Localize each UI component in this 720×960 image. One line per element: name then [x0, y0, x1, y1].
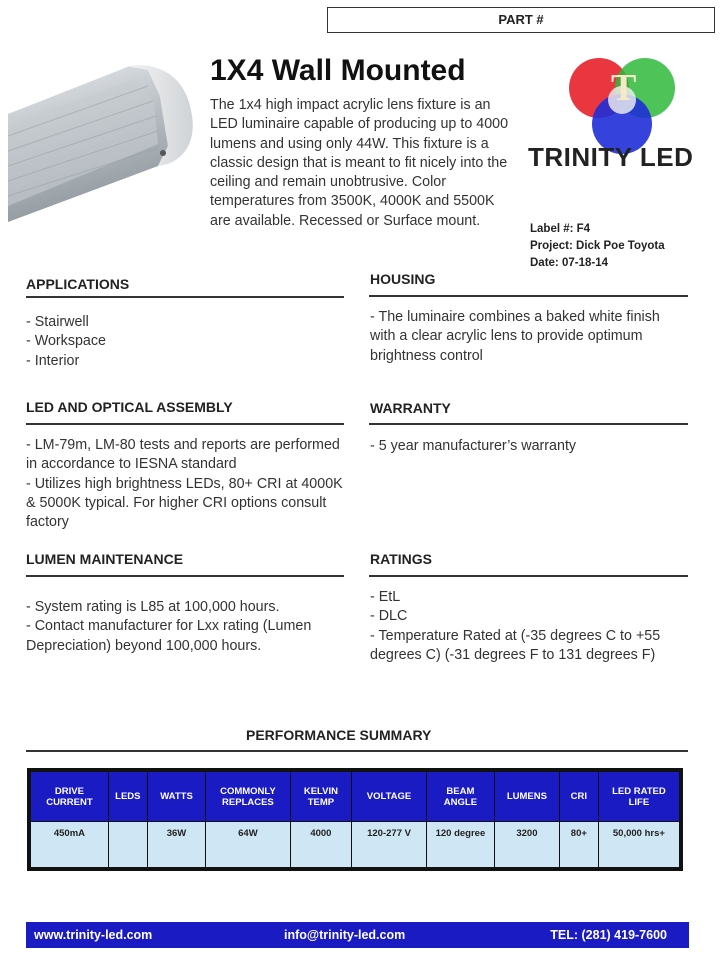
- warranty-text: [370, 437, 680, 456]
- column-header: VOLTAGE: [352, 772, 427, 822]
- logo-letter: T: [611, 67, 637, 109]
- lumen-maintenance-heading: LUMEN MAINTENANCE: [26, 551, 184, 567]
- performance-summary-heading: PERFORMANCE SUMMARY: [246, 727, 432, 743]
- product-description: The 1x4 high impact acrylic lens fixture is an LED luminaire capable of producing up to 4000 lumens and using only 44W. This fixture is a classic design that is meant to fit nicely into the ceiling and remain unobtrusive. Color temperatures from 3500K, 4000K and 5500K are available. Recessed or Surface mount.: [210, 97, 509, 229]
- footer-bar: [26, 922, 689, 948]
- column-header: LEDS: [108, 772, 147, 822]
- list-item: - DLC: [370, 608, 408, 625]
- footer-phone: TEL: (281) 419-7600: [550, 928, 667, 942]
- ratings-heading: RATINGS: [370, 551, 432, 567]
- list-item: - Interior: [26, 352, 80, 369]
- table-header-row: [31, 772, 680, 822]
- led-assembly-heading: LED AND OPTICAL ASSEMBLY: [26, 399, 233, 415]
- housing-heading: HOUSING: [370, 271, 436, 287]
- list-item: - 5 year manufacturer’s warranty: [370, 438, 577, 454]
- column-header: DRIVE CURRENT: [31, 772, 109, 822]
- table-cell: 450mA: [31, 822, 109, 868]
- list-item: - Stairwell: [26, 314, 89, 330]
- applications-rule: [26, 296, 344, 298]
- footer-website-link[interactable]: www.trinity-led.com: [34, 928, 153, 942]
- table-cell: 50,000 hrs+: [598, 822, 679, 868]
- list-item: - LM-79m, LM-80 tests and reports are performed in accordance to IESNA standard: [26, 437, 340, 473]
- list-item: - Utilizes high brightness LEDs, 80+ CRI at 4000K & 5000K typical. For higher CRI options consult factory: [26, 475, 343, 531]
- list-item: - The luminaire combines a baked white finish with a clear acrylic lens to provide optimum brightness control: [370, 309, 660, 364]
- table-cell: [108, 822, 147, 868]
- label-number: Label #: F4: [530, 223, 591, 235]
- column-header: KELVIN TEMP: [290, 772, 352, 822]
- product-title: 1X4 Wall Mounted: [210, 54, 466, 87]
- led-assembly-list: [26, 436, 344, 532]
- housing-rule: [369, 295, 688, 297]
- table-cell: 36W: [147, 822, 205, 868]
- list-item: - Contact manufacturer for Lxx rating (Lumen Depreciation) beyond 100,000 hours.: [26, 618, 312, 654]
- list-item: - Temperature Rated at (-35 degrees C to +55 degrees C) (-31 degrees F to 131 degrees F): [370, 627, 661, 663]
- lumen-maintenance-rule: [26, 575, 344, 577]
- applications-list: [26, 313, 344, 371]
- lumen-maintenance-list: [26, 598, 316, 656]
- housing-text: [370, 308, 670, 366]
- table-cell: 3200: [494, 822, 559, 868]
- list-item: - System rating is L85 at 100,000 hours.: [26, 599, 280, 615]
- table-cell: 80+: [559, 822, 598, 868]
- ratings-list: [370, 588, 670, 665]
- logo-wordmark: TRINITY LED: [528, 142, 694, 172]
- project-name: Project: Dick Poe Toyota: [530, 240, 665, 252]
- column-header: CRI: [559, 772, 598, 822]
- column-header: BEAM ANGLE: [426, 772, 494, 822]
- column-header: LED RATED LIFE: [598, 772, 679, 822]
- ratings-rule: [369, 575, 688, 577]
- table-cell: 120-277 V: [352, 822, 427, 868]
- column-header: COMMONLY REPLACES: [206, 772, 290, 822]
- label-date: Date: 07-18-14: [530, 257, 608, 269]
- warranty-heading: WARRANTY: [370, 400, 451, 416]
- table-row: [31, 822, 680, 868]
- product-image: [8, 56, 208, 222]
- column-header: LUMENS: [494, 772, 559, 822]
- footer-email-link[interactable]: info@trinity-led.com: [284, 928, 406, 942]
- column-header: WATTS: [147, 772, 205, 822]
- table-cell: 120 degree: [426, 822, 494, 868]
- table-cell: 4000: [290, 822, 352, 868]
- performance-table: [27, 768, 683, 871]
- led-assembly-rule: [26, 423, 344, 425]
- applications-heading: APPLICATIONS: [26, 276, 130, 292]
- part-number-box: PART #: [327, 7, 715, 33]
- list-item: - EtL: [370, 589, 401, 605]
- table-cell: 64W: [206, 822, 290, 868]
- list-item: - Workspace: [26, 333, 106, 350]
- warranty-rule: [369, 423, 688, 425]
- performance-summary-rule: [26, 750, 688, 752]
- label-info: [530, 221, 665, 272]
